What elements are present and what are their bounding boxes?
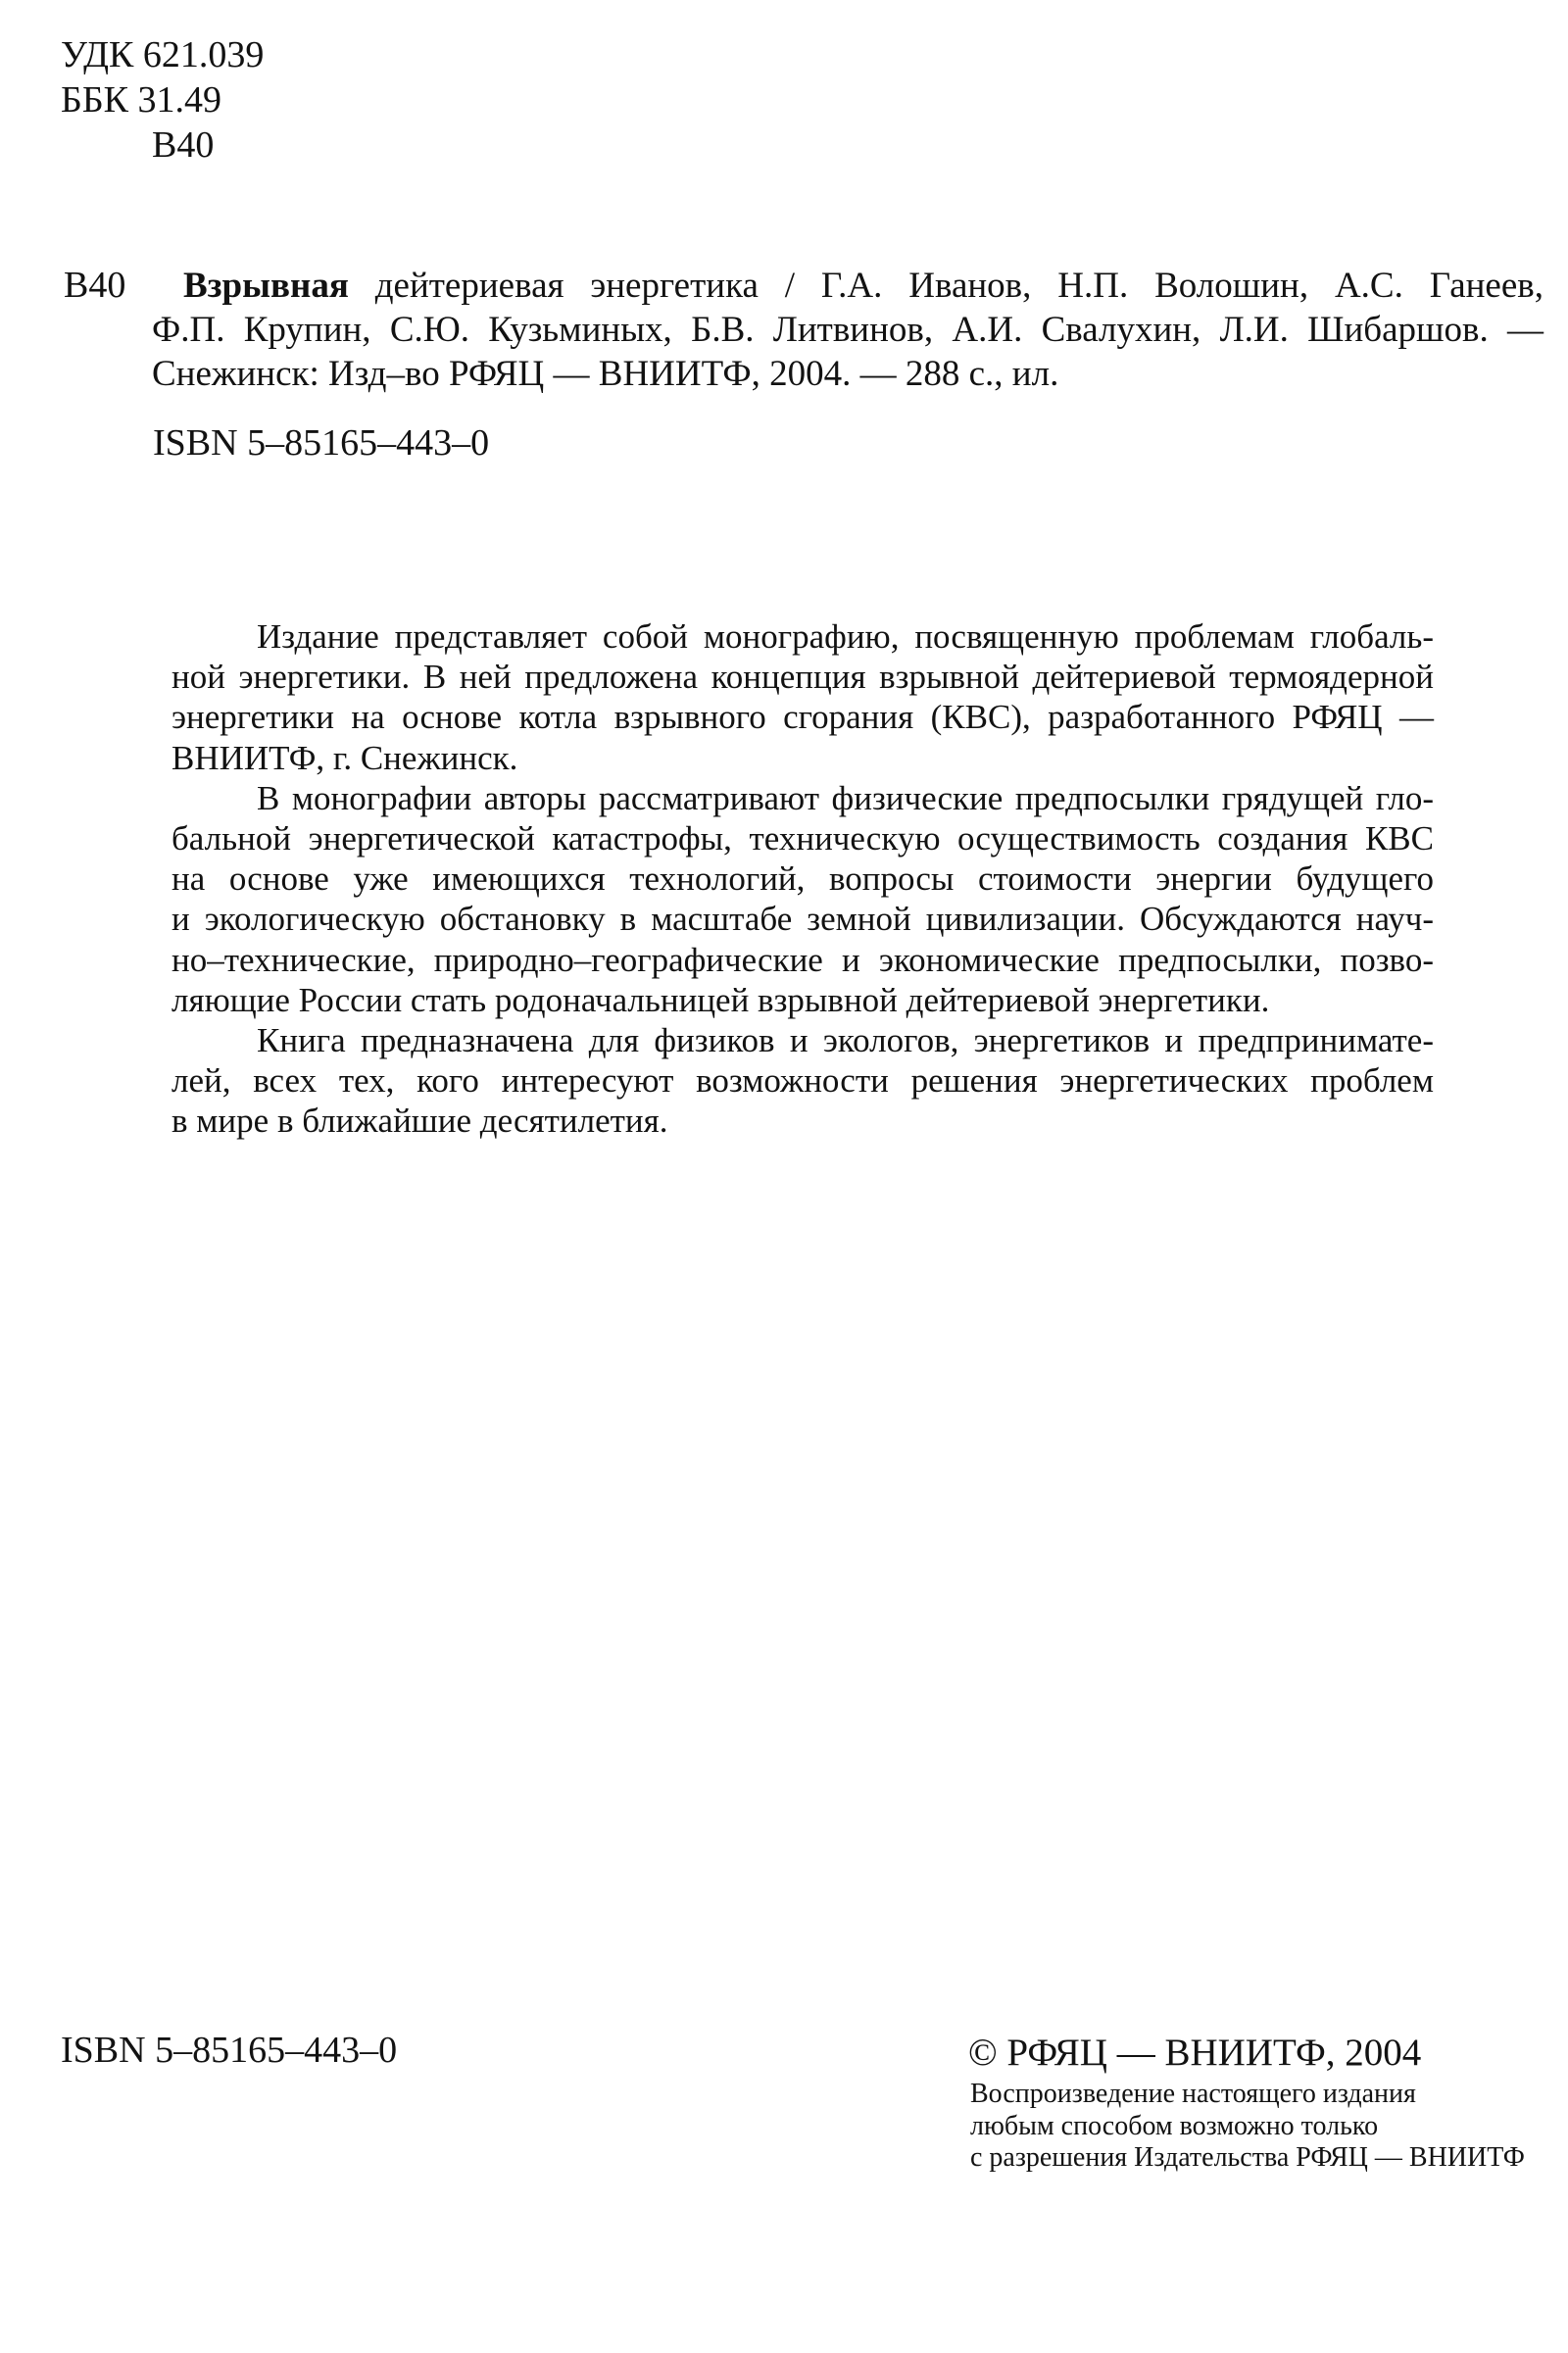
annotation-line: Книга предназначена для физиков и экологов, энергетиков и предпринимате-	[257, 1020, 1434, 1059]
annotation-block	[172, 616, 1434, 1141]
citation-label: В40	[64, 265, 126, 306]
annotation-line: в мире в ближайшие десятилетия.	[172, 1102, 668, 1141]
annotation-paragraph	[172, 778, 1434, 1020]
udk-code: УДК 621.039	[61, 34, 265, 75]
annotation-line: лей, всех тех, кого интересуют возможности решения энергетических проблем	[172, 1061, 1434, 1101]
copyright-notice	[970, 2079, 1525, 2175]
citation-line: Ф.П. Крупин, С.Ю. Кузьминых, Б.В. Литвинов, А.И. Свалухин, Л.И. Шибаршов. —	[152, 310, 1544, 350]
annotation-paragraph	[172, 616, 1434, 778]
copyright-line: © РФЯЦ — ВНИИТФ, 2004	[968, 2032, 1422, 2074]
author-sign: В40	[152, 124, 215, 166]
isbn-bottom: ISBN 5–85165–443–0	[61, 2030, 398, 2071]
annotation-line: и экологическую обстановку в масштабе земной цивилизации. Обсуждаются науч-	[172, 900, 1434, 939]
annotation-line: ной энергетики. В ней предложена концепция взрывной дейтериевой термоядерной	[172, 658, 1434, 697]
book-title: Взрывная	[183, 266, 349, 306]
notice-line: любым способом возможно только	[970, 2110, 1379, 2141]
annotation-line: на основе уже имеющихся технологий, вопросы стоимости энергии будущего	[172, 859, 1434, 899]
annotation-line: В монографии авторы рассматривают физические предпосылки грядущей гло-	[257, 778, 1434, 817]
citation-line: Снежинск: Изд–во РФЯЦ — ВНИИТФ, 2004. — 288 с., ил.	[152, 354, 1059, 394]
classification-block	[61, 32, 264, 168]
notice-line: Воспроизведение настоящего издания	[970, 2079, 1416, 2109]
bbk-code: ББК 31.49	[61, 79, 221, 121]
notice-line: с разрешения Издательства РФЯЦ — ВНИИТФ	[970, 2142, 1525, 2173]
annotation-line: бальной энергетической катастрофы, техническую осуществимость создания КВС	[172, 818, 1434, 858]
citation-line	[183, 264, 1544, 308]
annotation-line: но–технические, природно–географические и экономические предпосылки, позво-	[172, 940, 1434, 979]
annotation-line: энергетики на основе котла взрывного сгорания (КВС), разработанного РФЯЦ —	[172, 698, 1434, 737]
annotation-line: ВНИИТФ, г. Снежинск.	[172, 738, 518, 777]
isbn-top: ISBN 5–85165–443–0	[153, 422, 490, 464]
annotation-paragraph	[172, 1020, 1434, 1142]
annotation-line: Издание представляет собой монографию, посвященную проблемам глобаль-	[257, 617, 1434, 656]
annotation-line: ляющие России стать родоначальницей взрывной дейтериевой энергетики.	[172, 980, 1270, 1019]
citation-authors: дейтериевая энергетика / Г.А. Иванов, Н.П. Волошин, А.С. Ганеев,	[348, 266, 1544, 306]
